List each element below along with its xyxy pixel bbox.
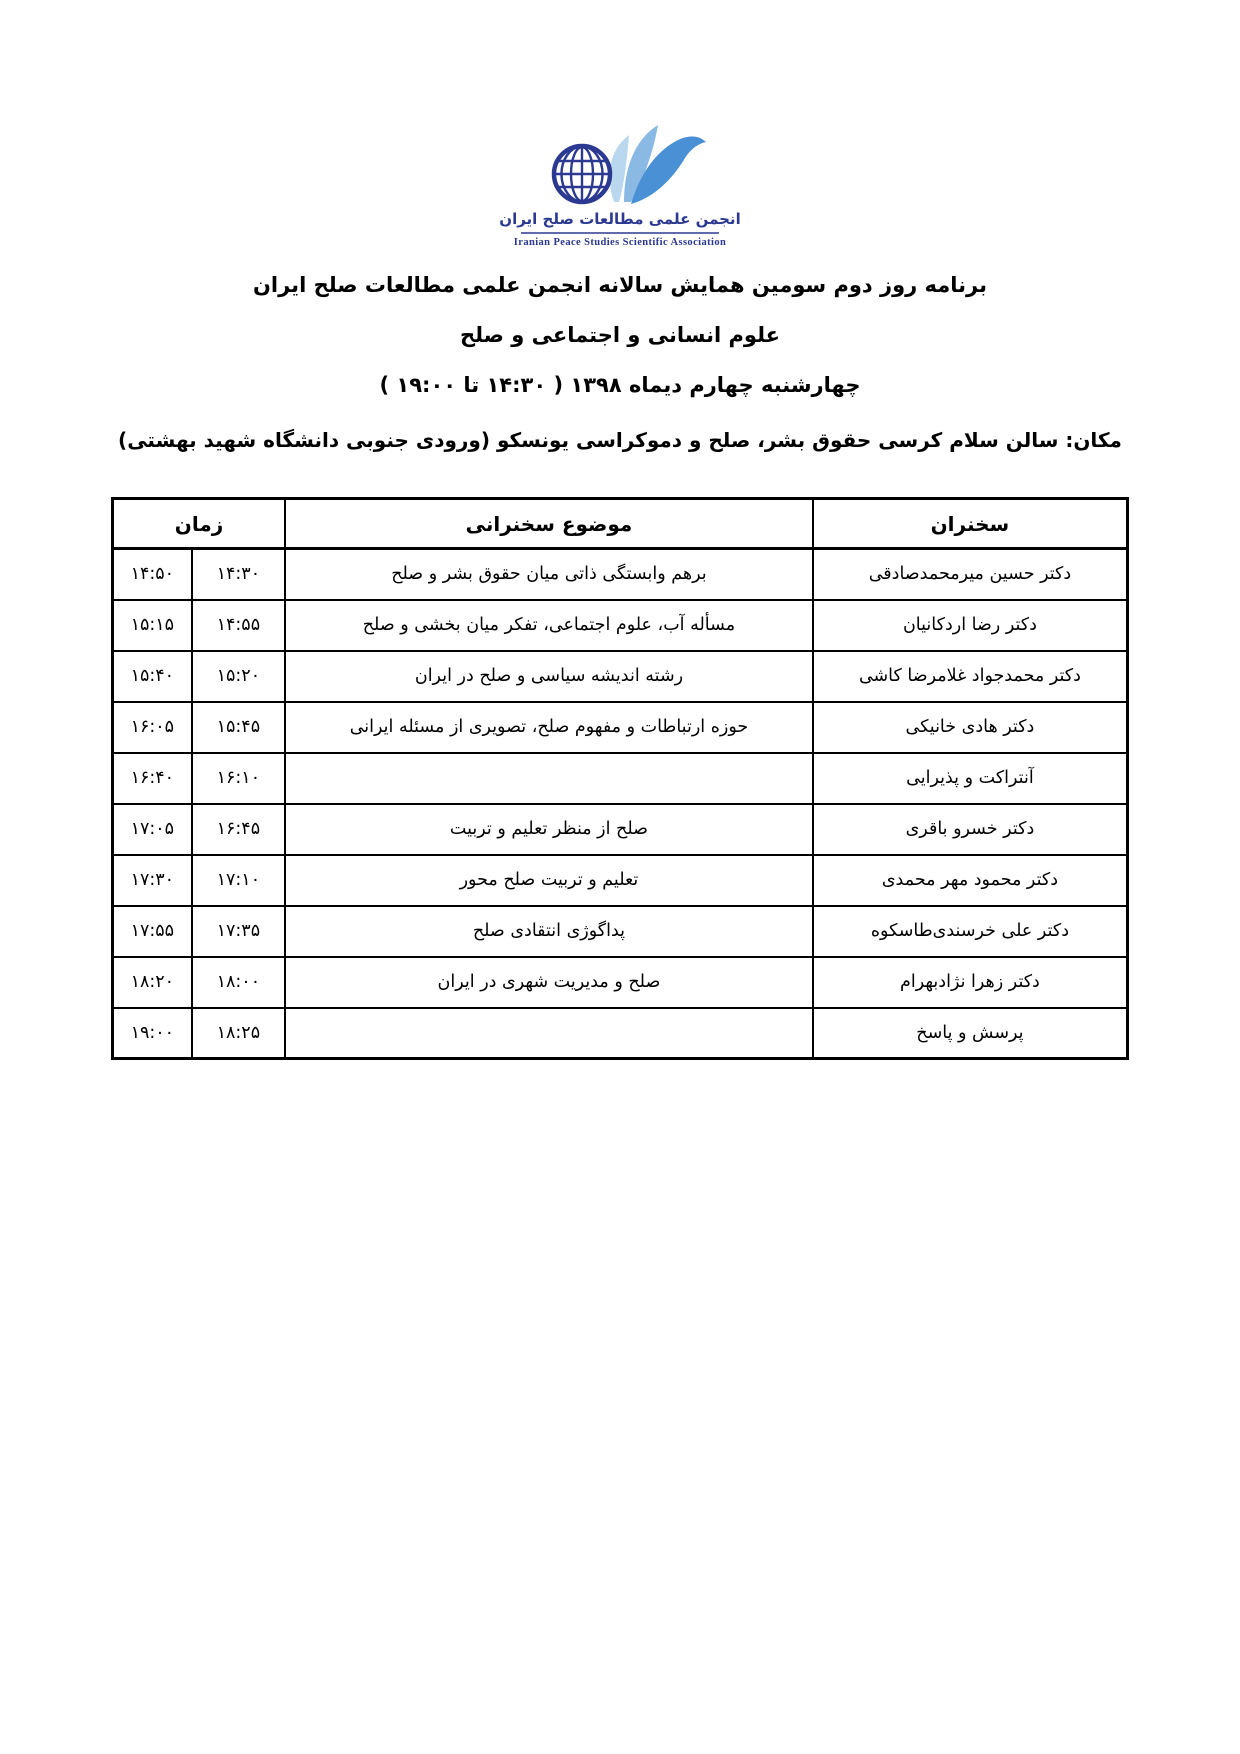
logo-persian-name: انجمن علمی مطالعات صلح ایران	[499, 210, 741, 228]
topic-cell: برهم وابستگی ذاتی میان حقوق بشر و صلح	[285, 549, 813, 600]
table-row	[113, 855, 1128, 906]
start-time-cell: ۱۵:۴۵	[192, 702, 285, 753]
table-row	[113, 651, 1128, 702]
end-time-cell: ۱۹:۰۰	[113, 1008, 192, 1059]
speaker-cell: دکتر حسین میرمحمدصادقی	[813, 549, 1128, 600]
end-time-cell: ۱۵:۴۰	[113, 651, 192, 702]
topic-cell: پداگوژی انتقادی صلح	[285, 906, 813, 957]
end-time-cell: ۱۶:۰۵	[113, 702, 192, 753]
table-row	[113, 753, 1128, 804]
topic-cell	[285, 1008, 813, 1059]
start-time-cell: ۱۵:۲۰	[192, 651, 285, 702]
title-line-datetime: چهارشنبه چهارم دیماه ۱۳۹۸ ( ۱۴:۳۰ تا ۱۹:۰۰ )	[379, 373, 861, 397]
table-row	[113, 906, 1128, 957]
header-row	[113, 499, 1128, 549]
document-title-block	[0, 260, 1240, 410]
end-time-cell: ۱۸:۲۰	[113, 957, 192, 1008]
end-time-cell: ۱۶:۴۰	[113, 753, 192, 804]
end-time-cell: ۱۷:۰۵	[113, 804, 192, 855]
topic-cell	[285, 753, 813, 804]
end-time-cell: ۱۵:۱۵	[113, 600, 192, 651]
logo-divider	[521, 232, 719, 234]
topic-cell: صلح از منظر تعلیم و تربیت	[285, 804, 813, 855]
speaker-cell: دکتر علی خرسندی‌طاسکوه	[813, 906, 1128, 957]
table-row	[113, 1008, 1128, 1059]
topic-cell: تعلیم و تربیت صلح محور	[285, 855, 813, 906]
start-time-cell: ۱۴:۳۰	[192, 549, 285, 600]
speaker-cell: دکتر محمود مهر محمدی	[813, 855, 1128, 906]
start-time-cell: ۱۶:۱۰	[192, 753, 285, 804]
title-line-program: برنامه روز دوم سومین همایش سالانه انجمن علمی مطالعات صلح ایران	[253, 273, 987, 297]
globe-icon	[552, 146, 612, 202]
end-time-cell: ۱۷:۵۵	[113, 906, 192, 957]
speaker-cell: دکتر خسرو باقری	[813, 804, 1128, 855]
start-time-cell: ۱۸:۰۰	[192, 957, 285, 1008]
start-time-cell: ۱۸:۲۵	[192, 1008, 285, 1059]
col-header-time: زمان	[113, 499, 286, 549]
start-time-cell: ۱۷:۱۰	[192, 855, 285, 906]
speaker-cell: دکتر محمدجواد غلامرضا کاشی	[813, 651, 1128, 702]
table-row	[113, 702, 1128, 753]
start-time-cell: ۱۷:۳۵	[192, 906, 285, 957]
association-logo	[0, 116, 1240, 248]
col-header-speaker: سخنران	[813, 499, 1128, 549]
topic-cell: صلح و مدیریت شهری در ایران	[285, 957, 813, 1008]
topic-cell: مسأله آب، علوم اجتماعی، تفکر میان بخشی و صلح	[285, 600, 813, 651]
table-row	[113, 804, 1128, 855]
speaker-cell: پرسش و پاسخ	[813, 1008, 1128, 1059]
speaker-cell: دکتر هادی خانیکی	[813, 702, 1128, 753]
start-time-cell: ۱۴:۵۵	[192, 600, 285, 651]
table-row	[113, 957, 1128, 1008]
topic-cell: حوزه ارتباطات و مفهوم صلح، تصویری از مسئله ایرانی	[285, 702, 813, 753]
speaker-cell: دکتر رضا اردکانیان	[813, 600, 1128, 651]
end-time-cell: ۱۴:۵۰	[113, 549, 192, 600]
topic-cell: رشته اندیشه سیاسی و صلح در ایران	[285, 651, 813, 702]
peace-dove-globe-icon	[534, 116, 706, 208]
table-row	[113, 549, 1128, 600]
table-row	[113, 600, 1128, 651]
title-line-theme: علوم انسانی و اجتماعی و صلح	[459, 323, 781, 347]
schedule-table-container	[111, 497, 1129, 1060]
venue-line: مکان: سالن سلام کرسی حقوق بشر، صلح و دموکراسی یونسکو (ورودی جنوبی دانشگاه شهید بهشتی)	[118, 428, 1122, 452]
start-time-cell: ۱۶:۴۵	[192, 804, 285, 855]
schedule-table	[111, 497, 1129, 1060]
speaker-cell: آنتراکت و پذیرایی	[813, 753, 1128, 804]
end-time-cell: ۱۷:۳۰	[113, 855, 192, 906]
col-header-topic: موضوع سخنرانی	[285, 499, 813, 549]
speaker-cell: دکتر زهرا نژادبهرام	[813, 957, 1128, 1008]
logo-english-name: Iranian Peace Studies Scientific Association	[513, 237, 727, 248]
